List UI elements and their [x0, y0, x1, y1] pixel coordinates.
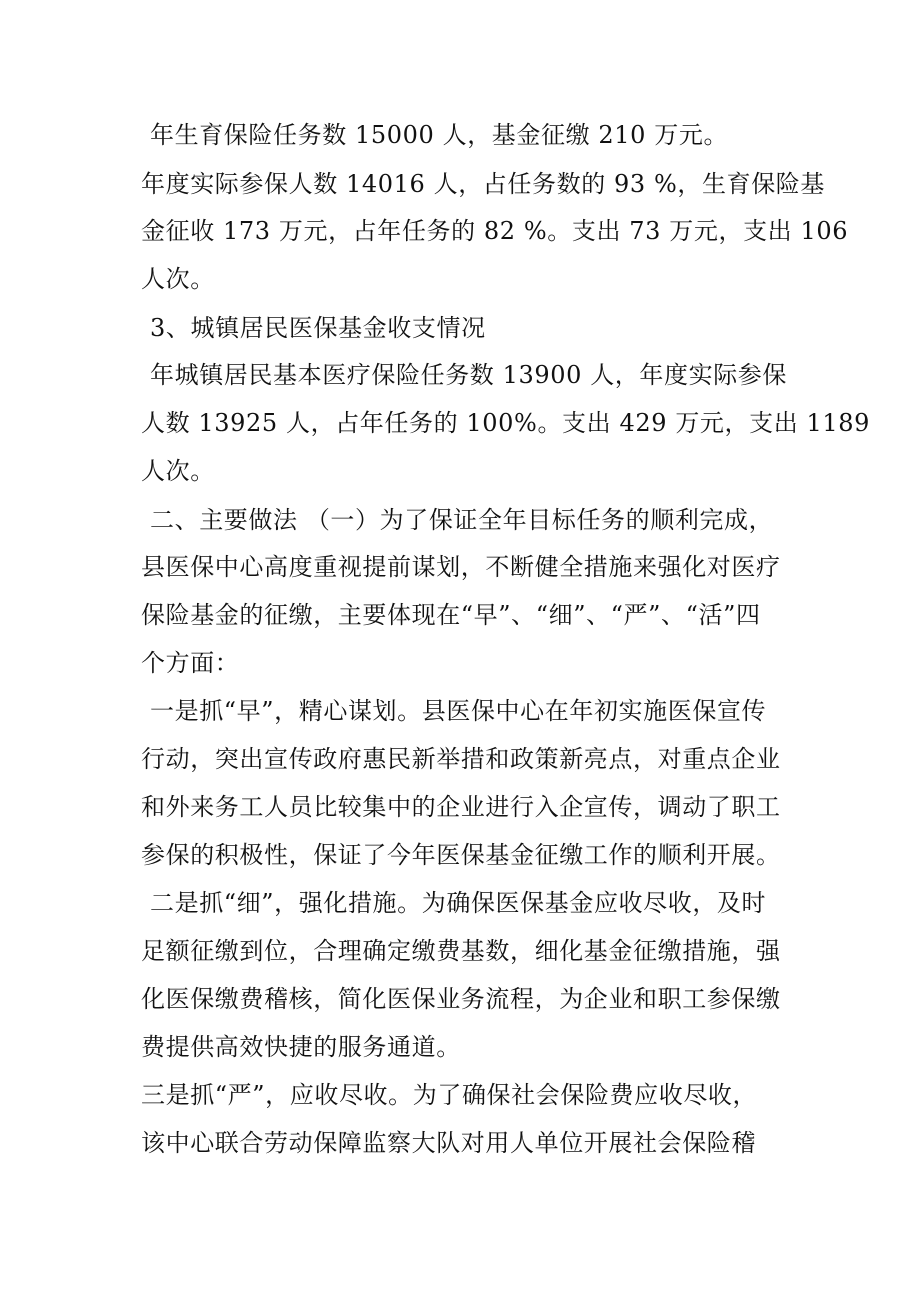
text-line: 和外来务工人员比较集中的企业进行入企宣传，调动了职工: [141, 793, 781, 821]
text-line: 参保的积极性，保证了今年医保基金征缴工作的顺利开展。: [141, 841, 781, 869]
text-line: 年生育保险任务数 15000 人，基金征缴 210 万元。: [150, 121, 729, 149]
text-line: 化医保缴费稽核，简化医保业务流程，为企业和职工参保缴: [141, 985, 781, 1013]
section-heading: 3、城镇居民医保基金收支情况: [150, 314, 486, 342]
text-line: 二是抓“细”，强化措施。为确保医保基金应收尽收，及时: [150, 889, 767, 917]
text-line: 该中心联合劳动保障监察大队对用人单位开展社会保险稽: [141, 1129, 756, 1157]
text-line: 人数 13925 人，占年任务的 100%。支出 429 万元，支出 1189: [141, 409, 871, 437]
text-line: 年城镇居民基本医疗保险任务数 13900 人，年度实际参保: [150, 361, 788, 389]
text-line: 年度实际参保人数 14016 人，占任务数的 93 %，生育保险基: [141, 170, 826, 198]
text-line: 保险基金的征缴，主要体现在“早”、“细”、“严”、“活”四: [141, 601, 761, 629]
text-line: 足额征缴到位，合理确定缴费基数，细化基金征缴措施，强: [141, 937, 781, 965]
text-line: 一是抓“早”，精心谋划。县医保中心在年初实施医保宣传: [150, 697, 767, 725]
text-line: 人次。: [141, 457, 215, 485]
text-line: 人次。: [141, 265, 215, 293]
text-line: 费提供高效快捷的服务通道。: [141, 1033, 461, 1061]
text-line: 个方面：: [141, 649, 240, 677]
text-line: 三是抓“严”，应收尽收。为了确保社会保险费应收尽收，: [141, 1081, 758, 1109]
text-line: 金征收 173 万元，占年任务的 82 %。支出 73 万元，支出 106: [141, 217, 849, 245]
text-line: 县医保中心高度重视提前谋划，不断健全措施来强化对医疗: [141, 553, 781, 581]
text-line: 行动，突出宣传政府惠民新举措和政策新亮点，对重点企业: [141, 745, 781, 773]
text-line: 二、主要做法 （一）为了保证全年目标任务的顺利完成，: [150, 506, 774, 534]
